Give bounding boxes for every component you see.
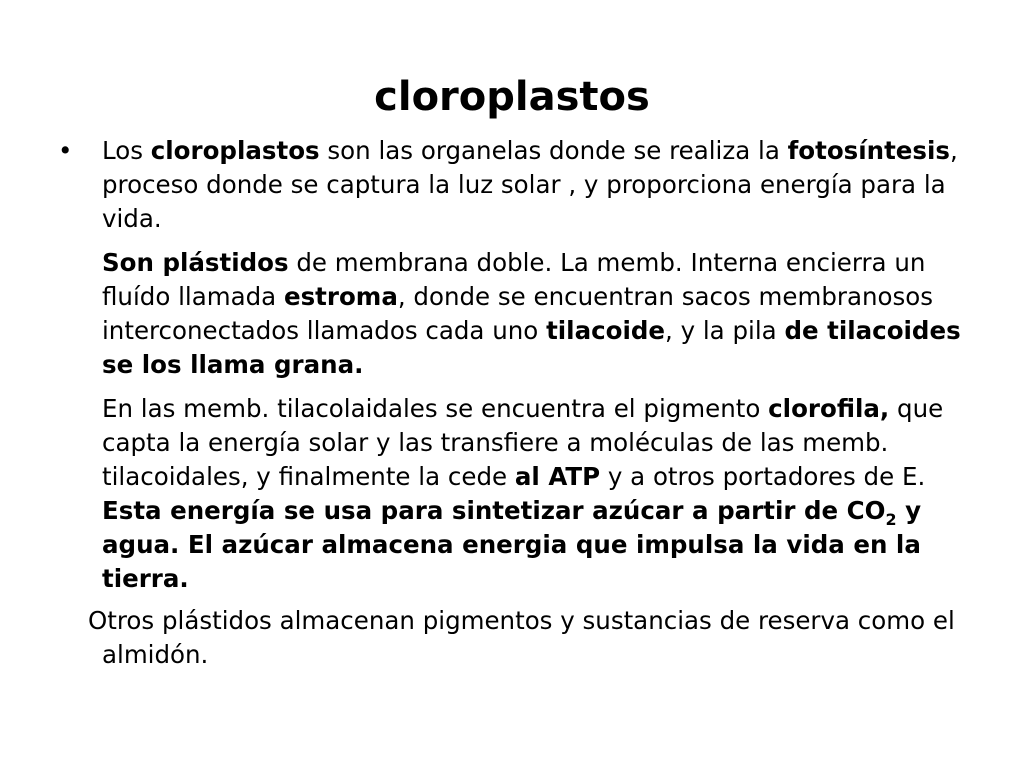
bold-text: tilacoide [546, 316, 666, 345]
slide-body [58, 134, 978, 672]
bold-text: fotosíntesis [787, 136, 950, 165]
paragraph-other-plastids [58, 604, 978, 672]
text-run: de membrana doble. La memb. Interna encierra un fluído llamada [102, 248, 926, 311]
bold-text: estroma [283, 282, 398, 311]
text-run: que capta la energía solar y las transfiere a moléculas de las memb. tilacoidales, y finalmente la cede [102, 394, 944, 491]
bold-text: Son plástidos [102, 248, 289, 277]
text-run: , proceso donde se captura la luz solar , y proporciona energía para la vida. [102, 136, 958, 233]
text-run: Los [102, 136, 151, 165]
bold-text: clorofila, [768, 394, 890, 423]
text-run: , y la pila [665, 316, 785, 345]
bold-text: Esta energía se usa para sintetizar azúcar a partir de CO [102, 496, 886, 525]
subscript-text: 2 [885, 509, 897, 529]
bold-text: y agua. El azúcar almacena energia que impulsa la vida en la tierra. [102, 496, 922, 593]
paragraph-plastid-structure [58, 246, 978, 382]
bullet-icon: • [58, 136, 73, 165]
slide-title: cloroplastos [374, 74, 650, 120]
bold-text: al ATP [514, 462, 601, 491]
paragraph-chloroplast-definition [58, 134, 978, 236]
text-run: En las memb. tilacolaidales se encuentra el pigmento [102, 394, 769, 423]
text-run: y a otros portadores de E. [600, 462, 926, 491]
text-run: , donde se encuentran sacos membranosos interconectados llamados cada uno [102, 282, 934, 345]
text-run: son las organelas donde se realiza la [319, 136, 788, 165]
paragraph-chlorophyll [58, 392, 978, 596]
bold-text: de tilacoides se los llama grana. [102, 316, 961, 379]
text-run: Otros plástidos almacenan pigmentos y sustancias de reserva como el almidón. [88, 606, 955, 669]
bold-text: cloroplastos [150, 136, 320, 165]
